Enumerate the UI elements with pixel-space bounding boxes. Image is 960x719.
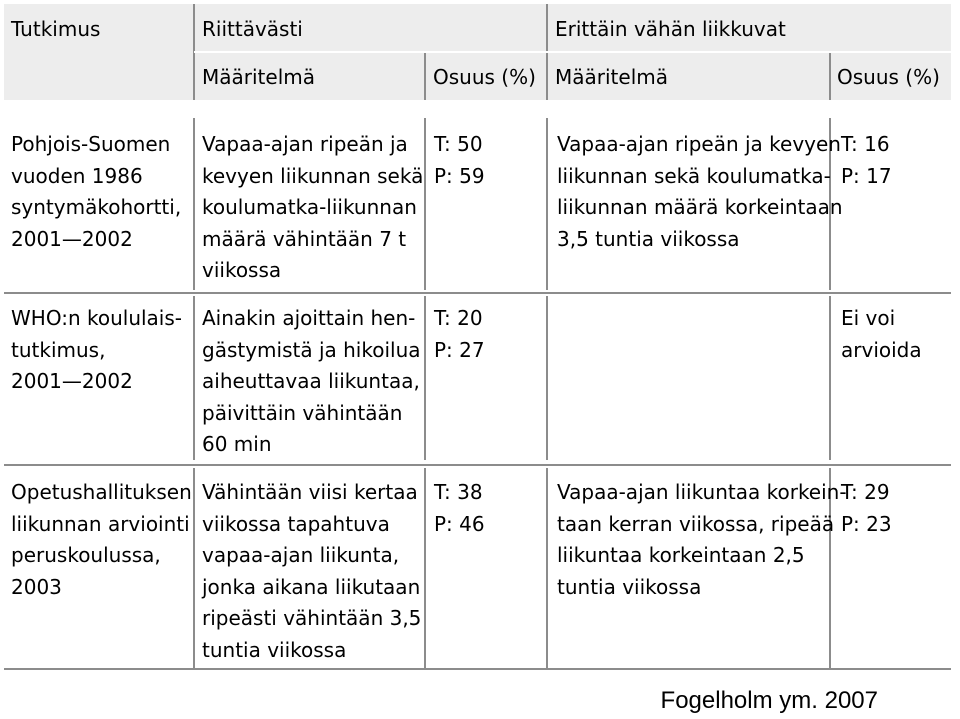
column-divider — [424, 296, 426, 460]
row1-low-share: T: 16 P: 17 — [841, 132, 892, 188]
header-divider — [829, 52, 831, 100]
header-definition-very-little: Määritelmä — [555, 65, 668, 89]
row2-sufficient-share: T: 20 P: 27 — [434, 306, 485, 362]
row2-study: WHO:n koululais- tutkimus, 2001—2002 — [11, 306, 182, 393]
row3-low-definition: Vapaa-ajan liikuntaa korkein- taan kerran viikossa, ripeää liikuntaa korkeintaan 2,5 tuntia viikossa — [557, 480, 847, 599]
column-divider — [424, 468, 426, 668]
row3-low-share: T: 29 P: 23 — [841, 480, 892, 536]
column-divider — [193, 296, 195, 460]
header-sufficient: Riittävästi — [202, 17, 303, 41]
header-divider — [424, 52, 426, 100]
header-very-little: Erittäin vähän liikkuvat — [555, 17, 786, 41]
row1-sufficient-definition: Vapaa-ajan ripeän ja kevyen liikunnan sekä koulumatka-liikunnan määrä vähintään 7 t viikossa — [202, 132, 424, 282]
column-divider — [829, 296, 831, 460]
column-divider — [424, 118, 426, 290]
header-definition-sufficient: Määritelmä — [202, 65, 315, 89]
row-separator — [4, 668, 951, 670]
header-share-sufficient: Osuus (%) — [433, 65, 536, 89]
column-divider — [193, 118, 195, 290]
header-study: Tutkimus — [11, 17, 101, 41]
source-citation: Fogelholm ym. 2007 — [660, 687, 878, 714]
row3-sufficient-definition: Vähintään viisi kertaa viikossa tapahtuva vapaa-ajan liikunta, jonka aikana liikutaan ripeästi vähintään 3,5 tuntia viikossa — [202, 480, 422, 662]
column-divider — [546, 118, 548, 290]
column-divider — [193, 468, 195, 668]
header-share-very-little: Osuus (%) — [837, 65, 940, 89]
row-separator — [4, 292, 951, 294]
row1-study: Pohjois-Suomen vuoden 1986 syntymäkohortti, 2001—2002 — [11, 132, 182, 251]
row1-sufficient-share: T: 50 P: 59 — [434, 132, 485, 188]
row1-low-definition: Vapaa-ajan ripeän ja kevyen liikunnan sekä koulumatka- liikunnan määrä korkeintaan 3,5 tuntia viikossa — [557, 132, 843, 251]
row3-sufficient-share: T: 38 P: 46 — [434, 480, 485, 536]
row-separator — [4, 464, 951, 466]
header-separator — [194, 51, 951, 53]
row2-low-share: Ei voi arvioida — [841, 306, 922, 362]
row3-study: Opetushallituksen liikunnan arviointi peruskoulussa, 2003 — [11, 480, 192, 599]
column-divider — [546, 468, 548, 668]
column-divider — [546, 296, 548, 460]
row2-sufficient-definition: Ainakin ajoittain hen- gästymistä ja hikoilua aiheuttavaa liikuntaa, päivittäin vähintään 60 min — [202, 306, 421, 456]
